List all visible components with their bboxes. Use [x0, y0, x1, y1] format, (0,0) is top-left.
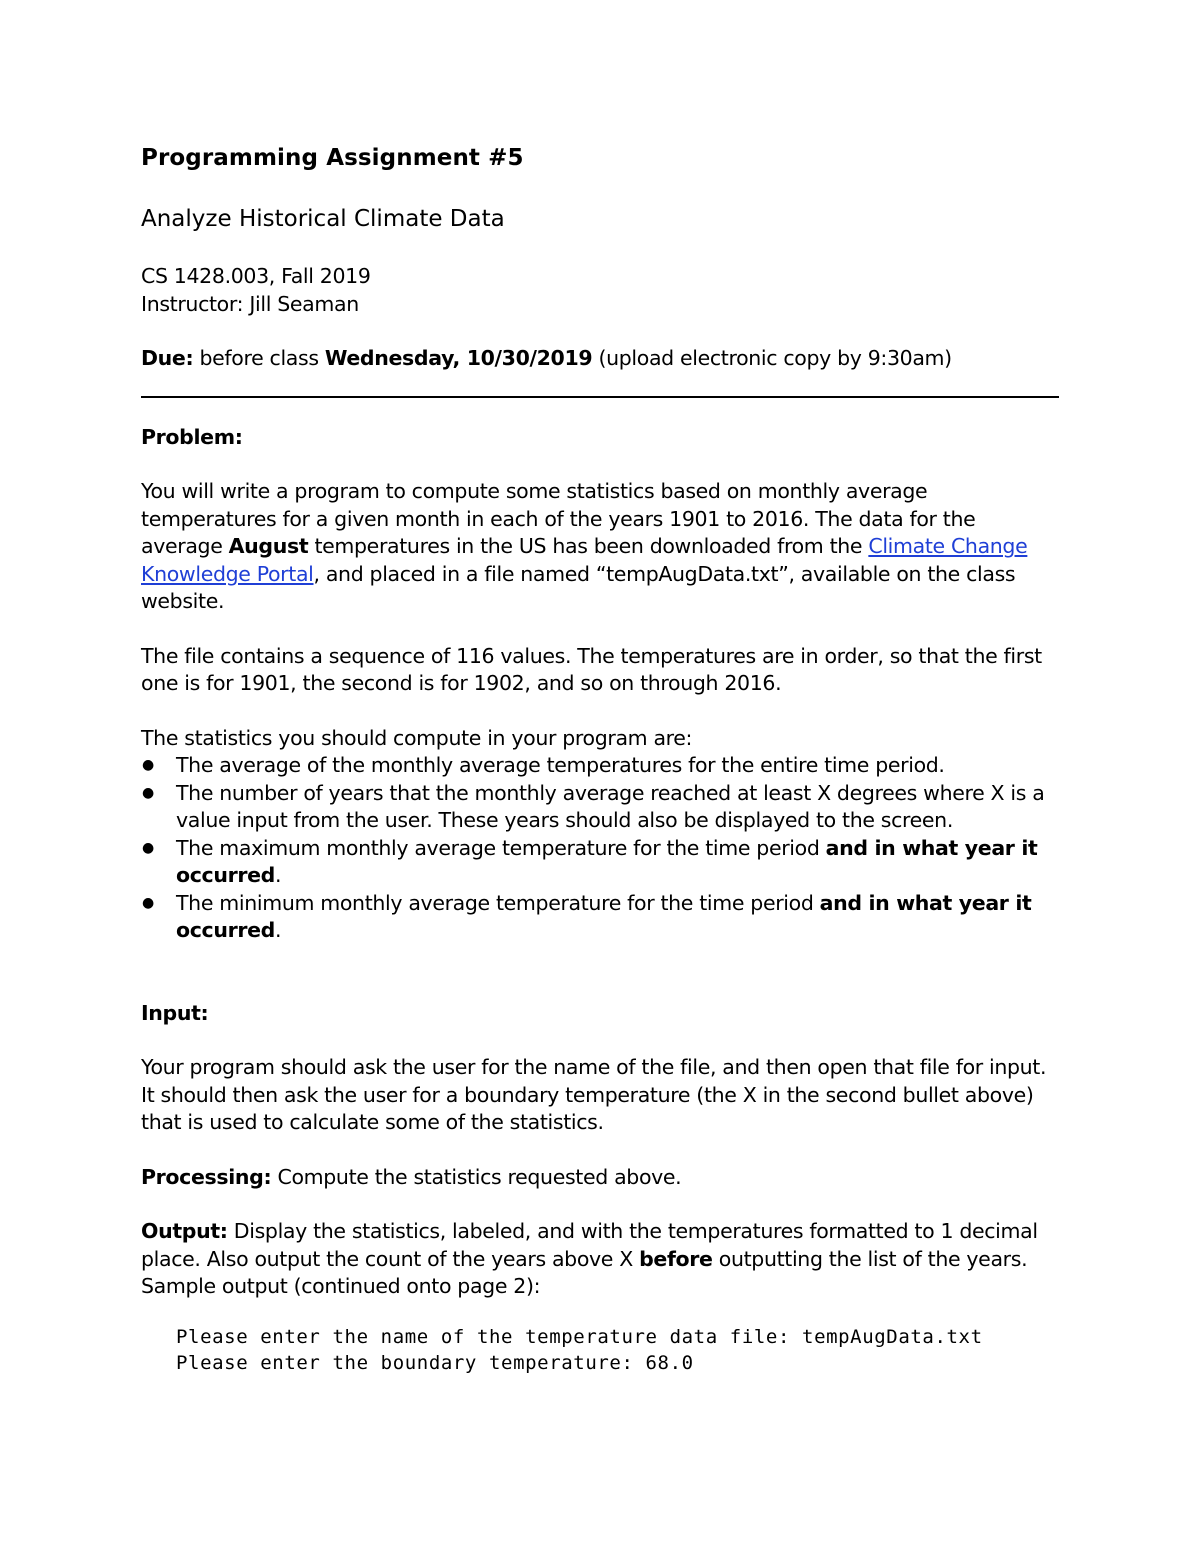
course-info — [141, 263, 1061, 318]
problem-paragraph-2: The file contains a sequence of 116 values. The temperatures are in order, so that the first one is for 1901, the second is for 1902, and so on through 2016. — [141, 643, 1042, 695]
bullet-icon: ● — [142, 894, 154, 911]
list-item-end: . — [274, 863, 282, 887]
page-subtitle: Analyze Historical Climate Data — [141, 206, 505, 232]
output-text-b: outputting the list of the years. Sample output (continued onto page 2): — [141, 1246, 1028, 1298]
problem-text-a: You will write a program to compute some statistics based on monthly average temperatures for a given month in each of the years 1901 to 2016. The data for the average — [141, 479, 976, 558]
due-pre: before class — [193, 346, 325, 370]
august-bold: August — [228, 534, 309, 558]
list-item — [141, 890, 1061, 945]
list-item-end: . — [274, 918, 282, 942]
processing-label: Processing: — [141, 1164, 272, 1189]
list-item-text: The average of the monthly average temperatures for the entire time period. — [176, 753, 945, 777]
problem-text-b: temperatures in the US has been downloaded from the — [308, 534, 869, 558]
list-item-bold: and in what year it occurred — [176, 835, 1038, 887]
due-line — [141, 345, 1061, 373]
horizontal-divider — [141, 396, 1059, 398]
statistics-list — [141, 752, 1061, 945]
processing-paragraph — [141, 1164, 1061, 1192]
climate-portal-link[interactable]: Climate Change Knowledge Portal — [141, 534, 1028, 586]
problem-heading: Problem: — [141, 424, 243, 449]
before-bold: before — [639, 1246, 713, 1271]
output-paragraph — [141, 1218, 1061, 1301]
due-post: (upload electronic copy by 9:30am) — [592, 346, 952, 370]
document-page — [141, 140, 1061, 1376]
list-item-text: The maximum monthly average temperature for the time period — [176, 835, 826, 860]
list-item — [141, 835, 1061, 890]
due-date: Wednesday, 10/30/2019 — [324, 346, 593, 370]
output-text-a: Display the statistics, labeled, and with the temperatures formatted to 1 decimal place. Also output the count of the years above X — [141, 1219, 1038, 1271]
problem-text-c: , and placed in a file named “tempAugData.txt”, available on the class website. — [141, 561, 1016, 613]
page-title: Programming Assignment #5 — [141, 145, 524, 171]
bullet-icon: ● — [142, 757, 154, 773]
input-paragraph: Your program should ask the user for the name of the file, and then open that file for input. It should then ask the user for a boundary temperature (the X in the second bullet above) that is used to calculate some of the statistics. — [141, 1055, 1047, 1134]
sample-output-code — [141, 1324, 1061, 1376]
list-item-bold: and in what year it occurred — [176, 890, 1032, 942]
bullet-icon: ● — [142, 784, 154, 801]
instructor-line: Instructor: Jill Seaman — [141, 291, 359, 316]
list-item-text: The minimum monthly average temperature for the time period — [176, 890, 820, 915]
processing-text: Compute the statistics requested above. — [271, 1164, 682, 1189]
problem-paragraph-3: The statistics you should compute in your program are: — [141, 725, 693, 750]
list-item — [141, 752, 1061, 780]
list-item — [141, 780, 1061, 835]
code-line-2: Please enter the boundary temperature: 68.0 — [176, 1351, 694, 1374]
input-heading: Input: — [141, 1000, 209, 1025]
problem-paragraph-1 — [141, 478, 1061, 616]
course-line: CS 1428.003, Fall 2019 — [141, 264, 371, 288]
bullet-icon: ● — [142, 839, 154, 856]
code-line-1: Please enter the name of the temperature data file: tempAugData.txt — [176, 1325, 983, 1348]
output-label: Output: — [141, 1219, 228, 1243]
due-label: Due: — [141, 346, 194, 370]
list-item-text: The number of years that the monthly average reached at least X degrees where X is a value input from the user. These years should also be displayed to the screen. — [176, 780, 1045, 832]
